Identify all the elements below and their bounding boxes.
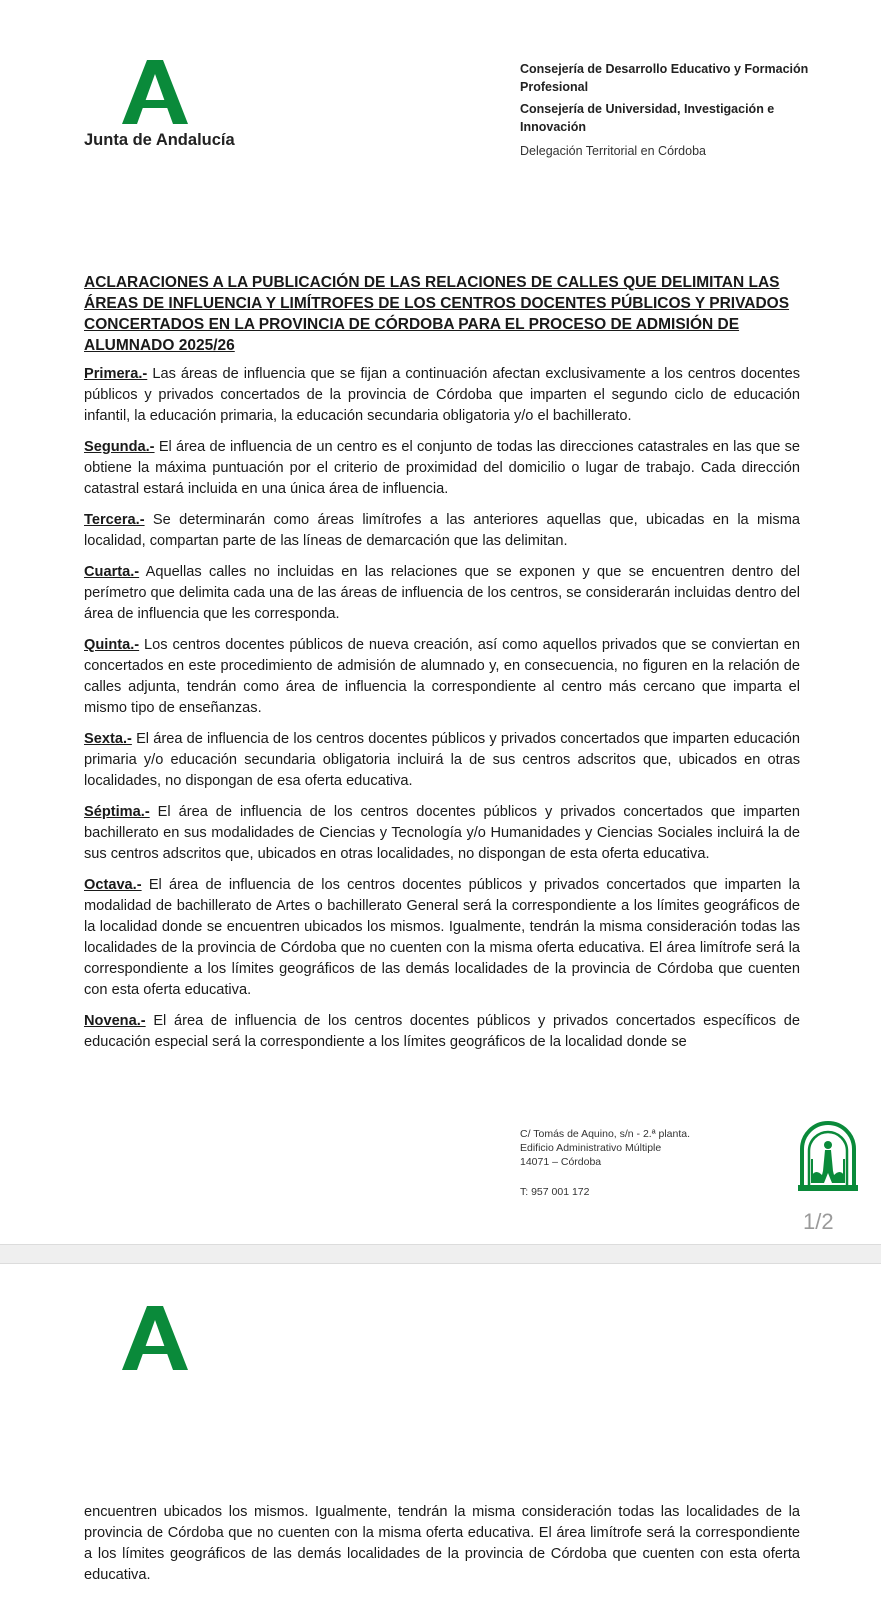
clause-text: El área de influencia de los centros docentes públicos y privados concertados que imparten bachillerato en sus modalidades de Ciencias y Tecnología y/o Humanidades y Ciencias Sociales incluirá la de sus centros adscritos que, ubicados en otras localidades, no dispongan de esta oferta educativa. bbox=[84, 804, 800, 862]
clause-octava bbox=[84, 875, 800, 1001]
document-title: ACLARACIONES A LA PUBLICACIÓN DE LAS RELACIONES DE CALLES QUE DELIMITAN LAS ÁREAS DE INFLUENCIA Y LIMÍTROFES DE LOS CENTROS DOCENTES PÚBLICOS Y PRIVADOS CONCERTADOS EN LA PROVINCIA DE CÓRDOBA PARA EL PROCESO DE ADMISIÓN DE ALUMNADO 2025/26 bbox=[84, 274, 790, 354]
andalucia-seal-icon bbox=[798, 1115, 858, 1196]
clause-text: Las áreas de influencia que se fijan a continuación afectan exclusivamente a los centros docentes públicos y privados concertados de la provincia de Córdoba que imparten el segundo ciclo de educación infantil, la educación primaria, la educación secundaria obligatoria y/o el bachillerato. bbox=[84, 366, 800, 424]
clause-continuation: encuentren ubicados los mismos. Igualmente, tendrán la misma consideración todas las localidades de la provincia de Córdoba que no cuenten con la misma oferta educativa. El área limítrofe será la correspondiente a los límites geográficos de las demás localidades de la provincia de Córdoba que cuenten con esta oferta educativa. bbox=[84, 1504, 800, 1583]
clause-quinta bbox=[84, 635, 800, 719]
page-counter: 1/2 bbox=[803, 1209, 834, 1234]
clause-label: Tercera.- bbox=[84, 512, 145, 528]
department-university: Consejería de Universidad, Investigación e Innovación bbox=[520, 102, 775, 134]
clause-text: El área de influencia de un centro es el conjunto de todas las direcciones catastrales en las que se obtiene la máxima puntuación por el criterio de proximidad del domicilio o lugar de trabajo. Cada dirección catastral estará incluida en una única área de influencia. bbox=[84, 439, 800, 497]
clause-segunda bbox=[84, 437, 800, 500]
clause-text: Se determinarán como áreas limítrofes a las anteriores aquellas que, ubicadas en la misma localidad, compartan parte de las líneas de demarcación que las delimitan. bbox=[84, 512, 800, 549]
clause-text: Los centros docentes públicos de nueva creación, así como aquellos privados que se conviertan en concertados en este procedimiento de admisión de alumnado y, en consecuencia, no figuren en la relación de calles adjunta, tendrán como área de influencia la correspondiente al centro más cercano que imparta el mismo tipo de enseñanzas. bbox=[84, 637, 800, 716]
clause-label: Sexta.- bbox=[84, 731, 132, 747]
org-name: Junta de Andalucía bbox=[84, 131, 235, 149]
clause-cuarta bbox=[84, 562, 800, 625]
department-education: Consejería de Desarrollo Educativo y Formación Profesional bbox=[520, 62, 809, 94]
clause-septima bbox=[84, 802, 800, 865]
clause-text: El área de influencia de los centros docentes públicos y privados concertados que imparten educación primaria y/o educación secundaria obligatoria incluirá la de sus centros adscritos que, ubicados en otras localidades, no dispongan de esa oferta educativa. bbox=[84, 731, 800, 789]
clause-tercera bbox=[84, 510, 800, 552]
address-line-1: C/ Tomás de Aquino, s/n - 2.ª planta. bbox=[520, 1128, 691, 1140]
page-separator bbox=[0, 1244, 881, 1264]
footer-address bbox=[520, 1127, 690, 1169]
clause-label: Octava.- bbox=[84, 877, 142, 893]
clause-label: Novena.- bbox=[84, 1013, 146, 1029]
clause-label: Séptima.- bbox=[84, 804, 150, 820]
junta-andalucia-logo-icon bbox=[122, 1306, 188, 1370]
junta-andalucia-logo-icon bbox=[122, 60, 188, 124]
clause-novena bbox=[84, 1011, 800, 1053]
clause-label: Segunda.- bbox=[84, 439, 155, 455]
clause-label: Primera.- bbox=[84, 366, 148, 382]
clause-primera bbox=[84, 364, 800, 427]
footer-phone: T: 957 001 172 bbox=[520, 1186, 590, 1198]
address-line-3: 14071 – Córdoba bbox=[520, 1156, 602, 1168]
document-page-2 bbox=[0, 1264, 881, 1600]
clause-label: Quinta.- bbox=[84, 637, 140, 653]
clause-text: Aquellas calles no incluidas en las relaciones que se exponen y que se encuentren dentro del perímetro que delimita cada una de las áreas de influencia de los centros, se considerarán incluidas dentro del área de influencia que les corresponda. bbox=[84, 564, 800, 622]
clause-label: Cuarta.- bbox=[84, 564, 140, 580]
address-line-2: Edificio Administrativo Múltiple bbox=[520, 1142, 662, 1154]
clause-text: El área de influencia de los centros docentes públicos y privados concertados específicos de educación especial será la correspondiente a los límites geográficos de la localidad donde se bbox=[84, 1013, 800, 1050]
territorial-delegation: Delegación Territorial en Córdoba bbox=[520, 144, 706, 158]
clause-text: El área de influencia de los centros docentes públicos y privados concertados que imparten la modalidad de bachillerato de Artes o bachillerato General será la correspondiente a los límites geográficos de la localidad donde se encuentren ubicados los mismos. Igualmente, tendrán la misma consideración todas las localidades de la provincia de Córdoba que no cuenten con la misma oferta educativa. El área limítrofe será la correspondiente a los límites geográficos de las demás localidades de la provincia de Córdoba que cuenten con esta oferta educativa. bbox=[84, 877, 800, 998]
header-departments bbox=[520, 60, 820, 160]
clauses-list bbox=[84, 364, 800, 1063]
clause-sexta bbox=[84, 729, 800, 792]
